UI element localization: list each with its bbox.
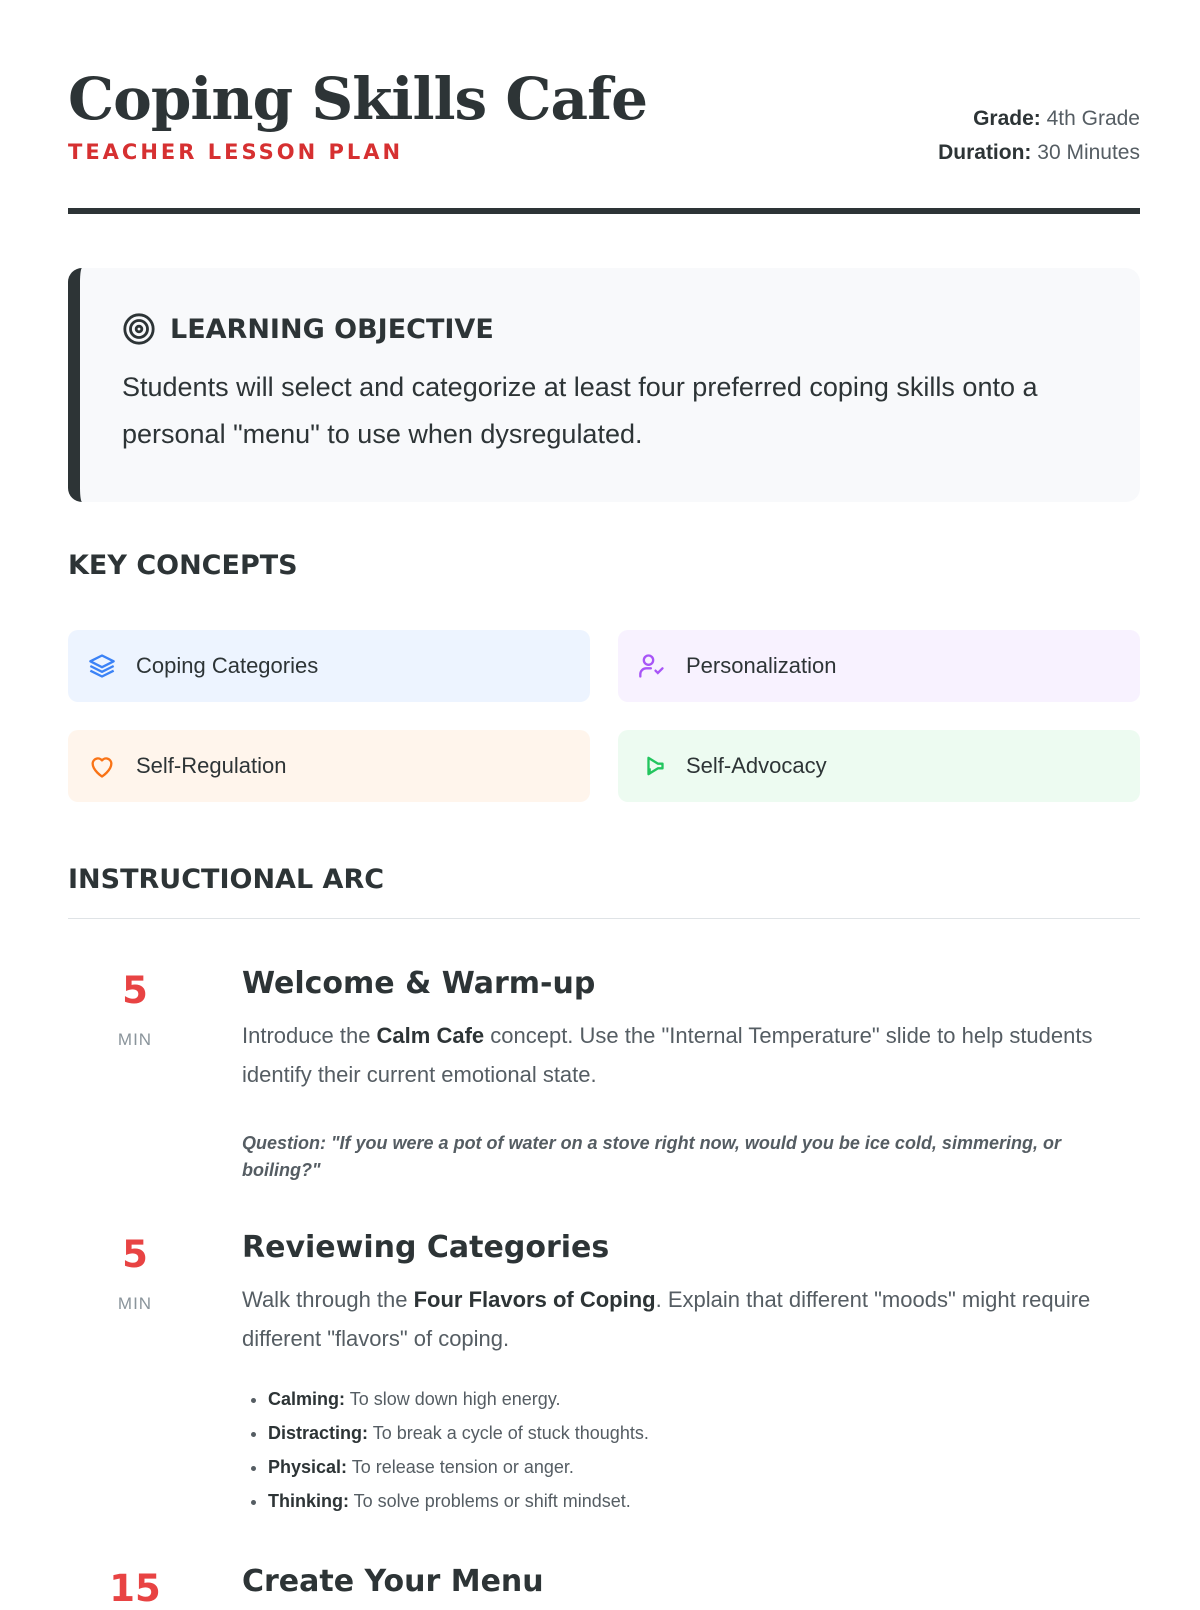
target-icon	[122, 312, 156, 346]
list-item: • Thinking: To solve problems or shift mindset.	[268, 1484, 649, 1518]
concept-label: Personalization	[686, 653, 837, 678]
step-minutes-unit: MIN	[117, 1030, 153, 1049]
step-description: Introduce the Calm Cafe concept. Use the "Internal Temperature" slide to help students identify their current emotional state.	[242, 1023, 1093, 1087]
list-item: • Physical: To release tension or anger.	[268, 1450, 649, 1484]
lesson-meta	[938, 102, 1140, 170]
step-minutes: 15	[109, 1567, 161, 1610]
step-title: Reviewing Categories	[242, 1230, 610, 1265]
megaphone-icon	[638, 752, 666, 780]
step-description: Walk through the Four Flavors of Coping. Explain that different "moods" might require different "flavors" of coping.	[242, 1287, 1091, 1351]
step-question: Question: "If you were a pot of water on a stove right now, would you be ice cold, simmering, or boiling?"	[242, 1133, 1061, 1180]
concept-label: Coping Categories	[136, 653, 319, 678]
arc-divider	[68, 918, 1140, 919]
layers-icon	[88, 652, 116, 680]
grade-row	[938, 102, 1140, 136]
learning-objective-card	[68, 268, 1140, 502]
grade-value: 4th Grade	[1046, 107, 1140, 130]
objective-heading: LEARNING OBJECTIVE	[170, 313, 494, 345]
step-minutes: 5	[122, 1233, 148, 1276]
instructional-arc-heading: INSTRUCTIONAL ARC	[68, 864, 385, 895]
grade-label: Grade:	[973, 107, 1041, 130]
concept-label: Self-Advocacy	[686, 753, 827, 778]
header	[68, 62, 1140, 212]
concept-card-coping-categories	[68, 630, 590, 702]
page-title: Coping Skills Cafe	[68, 65, 647, 133]
arc-step-categories	[68, 1230, 1140, 1516]
step-minutes: 5	[122, 969, 148, 1012]
list-item: • Calming: To slow down high energy.	[268, 1382, 649, 1416]
step-minutes-unit: MIN	[117, 1294, 153, 1313]
concept-card-self-regulation	[68, 730, 590, 802]
duration-label: Duration:	[938, 141, 1032, 164]
user-check-icon	[638, 652, 666, 680]
key-concepts-heading: KEY CONCEPTS	[68, 550, 298, 581]
concept-label: Self-Regulation	[136, 753, 287, 778]
concept-card-self-advocacy	[618, 730, 1140, 802]
arc-step-welcome	[68, 966, 1140, 1182]
duration-row	[938, 136, 1140, 170]
concept-card-personalization	[618, 630, 1140, 702]
list-item: • Distracting: To break a cycle of stuck thoughts.	[268, 1416, 649, 1450]
step-title: Welcome & Warm-up	[242, 966, 596, 1001]
duration-value: 30 Minutes	[1037, 141, 1140, 164]
header-divider	[68, 208, 1140, 214]
arc-step-create-menu	[68, 1564, 1140, 1610]
step-title: Create Your Menu	[242, 1564, 544, 1599]
objective-text: Students will select and categorize at least four preferred coping skills onto a personal "menu" to use when dysregulated.	[122, 372, 1038, 449]
heart-icon	[88, 752, 116, 780]
objective-heading-row	[122, 312, 494, 346]
page-subtitle: TEACHER LESSON PLAN	[68, 140, 404, 164]
coping-flavors-list	[242, 1382, 649, 1518]
